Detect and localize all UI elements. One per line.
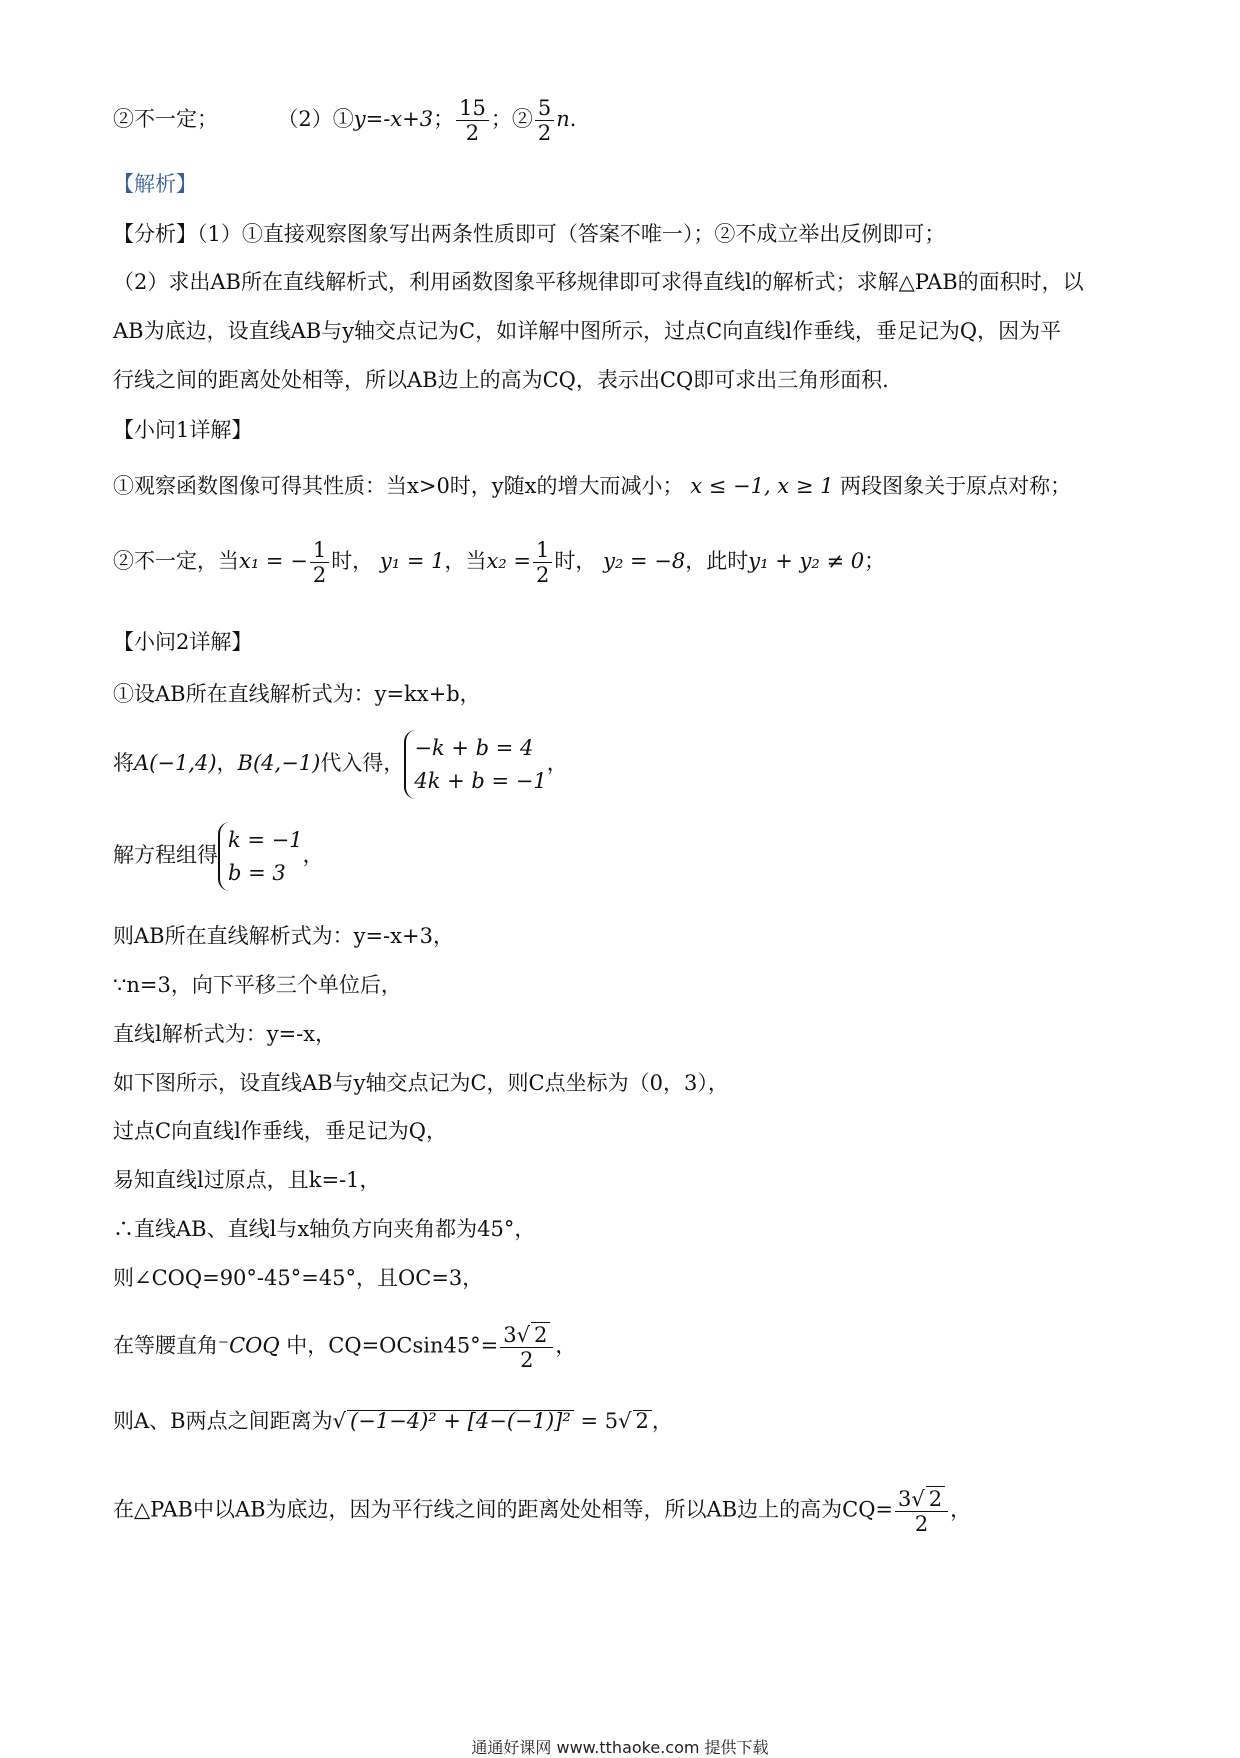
radicand: 2 bbox=[926, 1486, 945, 1511]
text: ②不一定，当 bbox=[113, 549, 239, 574]
point-a: A(−1,4) bbox=[134, 751, 217, 776]
fraction-denominator: 2 bbox=[465, 121, 480, 146]
sub2-line-7: 如下图所示，设直线AB与y轴交点记为C，则C点坐标为（0，3）， bbox=[113, 1071, 729, 1095]
sub2-header: 【小问2详解】 bbox=[113, 630, 253, 654]
text: ，此时 bbox=[685, 549, 749, 574]
fraction-1-2 bbox=[533, 538, 552, 587]
equation: −k + b = 4 bbox=[414, 736, 534, 760]
fraction-3sqrt2-2 bbox=[895, 1486, 948, 1536]
sub1-line-2 bbox=[113, 538, 885, 587]
fraction-numerator: 5 bbox=[535, 96, 554, 121]
fraction-numerator: 15 bbox=[456, 96, 489, 121]
equation-system-2 bbox=[218, 822, 303, 891]
answer-prefix: ②不一定； bbox=[113, 107, 218, 132]
sub2-line-8: 过点C向直线l作垂线，垂足记为Q， bbox=[113, 1119, 447, 1143]
sub2-line-4: 则AB所在直线解析式为：y=-x+3， bbox=[113, 924, 454, 948]
fraction-numerator: 3√ 2 bbox=[500, 1322, 553, 1348]
sub2-line-9: 易知直线l过原点，且k=-1， bbox=[113, 1168, 381, 1192]
radicand: 2 bbox=[531, 1322, 550, 1347]
math-x2: x₂ = bbox=[486, 549, 532, 574]
fraction-5-2 bbox=[535, 96, 554, 145]
separator: ； bbox=[433, 107, 455, 132]
fraction-numerator: 1 bbox=[533, 538, 552, 563]
radicand: (−1−4)² + [4−(−1)]² bbox=[347, 1410, 574, 1432]
text: 两段图象关于原点对称； bbox=[840, 474, 1072, 498]
text: ， bbox=[302, 843, 324, 868]
separator: ；② bbox=[490, 107, 533, 132]
page-footer: 通通好课网 www.tthaoke.com 提供下载 bbox=[471, 1738, 769, 1757]
sub2-line-13: 则A、B两点之间距离为√ (−1−4)² + [4−(−1)]² = 5√ 2 ， bbox=[113, 1409, 673, 1433]
text: ， bbox=[651, 1409, 673, 1433]
equation: 4k + b = −1 bbox=[414, 768, 547, 793]
text: 则A、B两点之间距离为 bbox=[113, 1409, 333, 1433]
fraction-numerator: 3√ 2 bbox=[895, 1486, 948, 1512]
sub2-line-1: ①设AB所在直线解析式为：y=kx+b， bbox=[113, 682, 481, 706]
section-label-analysis: 【解析】 bbox=[113, 172, 197, 196]
math-sum: y₁ + y₂ ≠ 0 bbox=[748, 549, 865, 574]
sub2-line-3 bbox=[113, 822, 324, 891]
period: . bbox=[569, 107, 577, 132]
text: 时， bbox=[331, 549, 374, 574]
analysis-line-1: 【分析】（1）①直接观察图象写出两条性质即可（答案不唯一）；②不成立举出反例即可； bbox=[113, 222, 946, 246]
equation-system-1 bbox=[404, 730, 546, 799]
analysis-line-3: AB为底边，设直线AB与y轴交点记为C，如详解中图所示，过点C向直线l作垂线，垂足记为Q，因为平 bbox=[113, 319, 1062, 343]
text: ， bbox=[555, 1333, 577, 1358]
text: ； bbox=[864, 549, 886, 574]
analysis-line-2: （2）求出AB所在直线解析式，利用函数图象平移规律即可求得直线l的解析式；求解△PAB的面积时，以 bbox=[113, 270, 1084, 294]
text: ①观察函数图像可得其性质：当x>0时，y随x的增大而减小； bbox=[113, 474, 684, 498]
answer-part2: （2）① bbox=[277, 107, 354, 132]
sub2-line-12 bbox=[113, 1322, 576, 1372]
text: 在等腰直角 bbox=[113, 1333, 218, 1358]
fraction-denominator: 2 bbox=[312, 563, 327, 588]
sub2-line-10: ∴直线AB、直线l与x轴负方向夹角都为45°， bbox=[113, 1217, 536, 1241]
analysis-line-4: 行线之间的距离处处相等，所以AB边上的高为CQ，表示出CQ即可求出三角形面积. bbox=[113, 368, 889, 392]
text: ，当 bbox=[444, 549, 487, 574]
answer-equation: y=-x+3 bbox=[353, 107, 434, 132]
fraction-15-2 bbox=[456, 96, 489, 145]
math-expression: x ≤ −1, x ≥ 1 bbox=[690, 474, 834, 498]
sub2-line-6: 直线l解析式为：y=-x， bbox=[113, 1022, 337, 1046]
point-b: B(4,−1) bbox=[237, 751, 321, 776]
text: 解方程组得 bbox=[113, 843, 218, 868]
text: ， bbox=[950, 1497, 972, 1522]
coefficient: 3 bbox=[503, 1323, 517, 1347]
fraction-denominator: 2 bbox=[537, 121, 552, 146]
fraction-1-2 bbox=[310, 538, 329, 587]
sub2-line-5: ∵n=3，向下平移三个单位后， bbox=[113, 973, 402, 997]
fraction-denominator: 2 bbox=[520, 1348, 534, 1373]
fraction-3sqrt2-2 bbox=[500, 1322, 553, 1372]
text: 将 bbox=[113, 751, 134, 776]
math-x1: x₁ = − bbox=[239, 549, 308, 574]
fraction-denominator: 2 bbox=[536, 563, 550, 588]
equation: k = −1 bbox=[228, 828, 303, 852]
sub2-line-14 bbox=[113, 1486, 971, 1536]
math-equals: = 5 bbox=[580, 1409, 619, 1433]
math-y2: y₂ = −8 bbox=[603, 549, 686, 574]
text: ， bbox=[546, 751, 568, 776]
sub1-line-1 bbox=[113, 476, 1071, 497]
variable-n: n bbox=[556, 107, 570, 132]
equation: b = 3 bbox=[228, 860, 286, 885]
sub2-line-11: 则∠COQ=90°-45°=45°，且OC=3， bbox=[113, 1266, 484, 1290]
triangle-coq: ⁻COQ bbox=[218, 1333, 280, 1358]
text: ， bbox=[216, 751, 238, 776]
text: 中，CQ=OCsin45°= bbox=[286, 1333, 499, 1358]
sub2-line-2 bbox=[113, 730, 568, 799]
sub1-header: 【小问1详解】 bbox=[113, 418, 253, 442]
text: 在△PAB中以AB为底边，因为平行线之间的距离处处相等，所以AB边上的高为CQ= bbox=[113, 1497, 894, 1522]
fraction-denominator: 2 bbox=[914, 1512, 929, 1537]
text: 时， bbox=[554, 549, 597, 574]
math-y1: y₁ = 1 bbox=[379, 549, 445, 574]
fraction-numerator: 1 bbox=[310, 538, 329, 563]
radicand: 2 bbox=[633, 1410, 652, 1432]
coefficient: 3 bbox=[898, 1487, 912, 1511]
answer-line bbox=[113, 96, 576, 145]
text: 代入得， bbox=[320, 751, 405, 776]
